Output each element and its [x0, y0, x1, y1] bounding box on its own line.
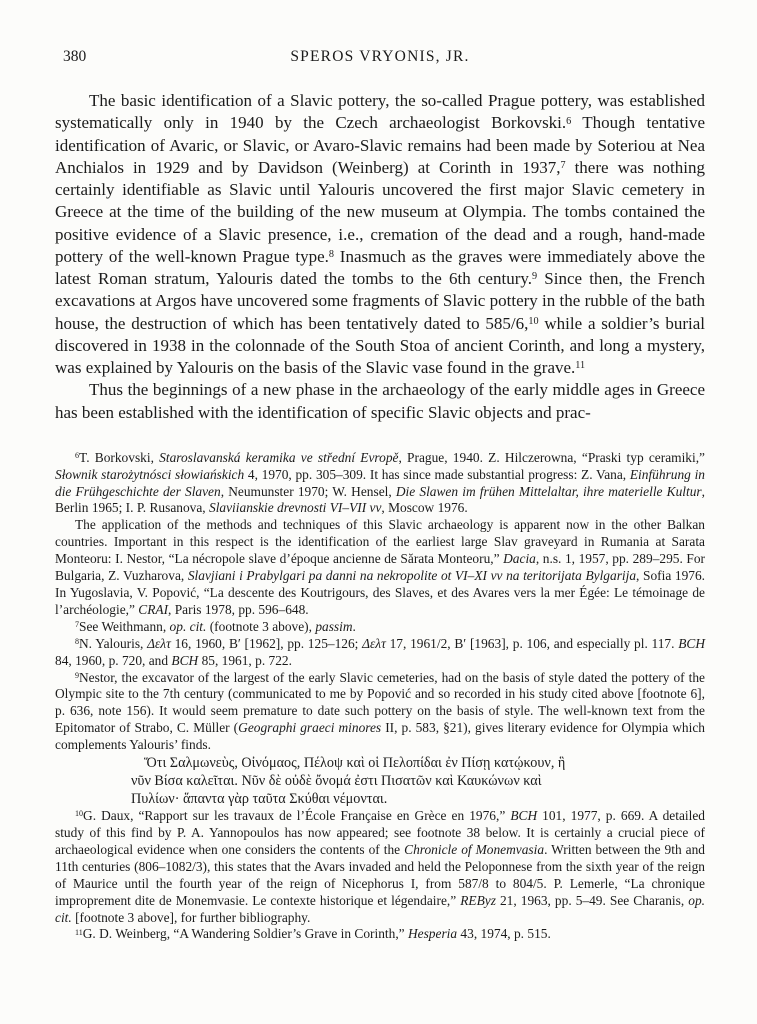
footnote-11: $^{11}$G. D. Weinberg, “A Wandering Soldier’s Grave in Corinth,” Hesperia 43, 1974, p. 515. [75, 926, 551, 942]
footnote-7: $^7$See Weithmann, op. cit. (footnote 3 above), passim. [75, 618, 356, 634]
greek-quote-line-2: νῦν Βίσα καλεῖται. Νῦν δὲ οὐδὲ ὄνομά ἐστι Πισατῶν καὶ Καυκώνων καὶ [131, 773, 542, 790]
running-head: SPEROS VRYONIS, JR. [290, 48, 470, 65]
greek-quote-line-3: Πυλίων· ἅπαντα γὰρ ταῦτα Σκύθαι νέμονται. [131, 791, 388, 808]
body-paragraph-2: Thus the beginnings of a new phase in the archaeology of the early middle ages in Greece has been established with the identification of specific Slavic objects and prac- [55, 380, 705, 422]
body-paragraph-1: The basic identification of a Slavic pottery, the so-called Prague pottery, was established systematically only in 1940 by the Czech archaeologist Borkovski.$^6$ Though tentative identification of Avaric, or Slavic, or Avaro-Slavic remains had been made by Soteriou at Nea Anchialos in 1929 and by Davidson (Weinberg) at Corinth in 1937,$^7$ there was nothing certainly identifiable as Slavic until Yalouris uncovered the first major Slavic cemetery in Greece at the time of the building of the new museum at Olympia. The tombs contained the positive evidence of a Slavic presence, i.e., cremation of the dead and a rough, hand-made pottery of the well-known Prague type.$^8$ Inasmuch as the graves were immediately above the latest Roman stratum, Yalouris dated the tombs to the 6th century.$^9$ Since then, the French excavations at Argos have uncovered some fragments of Slavic pottery in the rubble of the bath house, the destruction of which has been tentatively dated to 585/6,10 while a soldier’s burial discovered in 1938 in the colonnade of the South Stoa of ancient Corinth, and long a mystery, was explained by Yalouris on the basis of the Slavic vase found in the grave.$^{11}$ [55, 91, 706, 377]
greek-quotation [131, 754, 657, 808]
page-number: 380 [63, 48, 87, 65]
footnote-9: $^9$Nestor, the excavator of the largest of the early Slavic cemeteries, had on the basis of style dated the pottery of the Olympic site to the 7th century (communicated to me by Popović and so recorded in his study cited above [footnote 6], p. 636, note 156). It would seem premature to date such pottery on the basis of style. The well-known text from the Epitomator of Strabo, C. Müller (Geographi graeci minores II, p. 583, §21), gives literary evidence for Olympia which complements Yalouris’ finds. [55, 669, 705, 753]
footnote-10: $^{10}$G. Daux, “Rapport sur les travaux de l’École Française en Grèce en 1976,” BCH 101, 1977, p. 669. A detailed study of this find by P. A. Yannopoulos has now appeared; see footnote 38 below. It is certainly a crucial piece of archaeological evidence when one considers the contents of the Chronicle of Monemvasia. Written between the 9th and 11th centuries (806–1082/3), this states that the Avars invaded and held the Peloponnese from the sixth year of the reign of Maurice until the fourth year of the reign of Nicephorus I, from 587/8 to 804/5. P. Lemerle, “La chronique improprement dite de Monemvasie. Le contexte historique et légendaire,” REByz 21, 1963, pp. 5–49. See Charanis, op. cit. [footnote 3 above], for further bibliography. [55, 808, 705, 925]
footnote-6-continuation: The application of the methods and techniques of this Slavic archaeology is apparent now in the other Balkan countries. Important in this respect is the identification of the earliest large Slav graveyard in Rumania at Sarata Monteoru: I. Nestor, “La nécropole slave d’époque ancienne de Sărata Monteoru,” Dacia, n.s. 1, 1957, pp. 289–295. For Bulgaria, Z. Vuzharova, Slavjiani i Prabylgari pa danni na nekropolite ot VI–XI vv na teritorijata Bylgarija, Sofia 1976. In Yugoslavia, V. Popović, “La descente des Koutrigours, des Slaves, et des Avares vers la mer Égée: Le témoinage de l’archéologie,” CRAI, Paris 1978, pp. 596–648. [55, 517, 706, 617]
main-text [55, 90, 705, 424]
footnote-6: $^6$T. Borkovski, Staroslavanská keramika ve střední Evropě, Prague, 1940. Z. Hilczerowna, “Praski typ ceramiki,” Słownik starożytnósci słowiańskich 4, 1970, pp. 305–309. It has since made substantial progress: Z. Vana, Einführung in die Frühgeschichte der Slaven, Neumunster 1970; W. Hensel, Die Slawen im frühen Mittelaltar, ihre materielle Kultur, Berlin 1965; I. P. Rusanova, Slaviianskie drevnosti VI–VII vv, Moscow 1976. [55, 449, 705, 516]
footnotes-section [55, 450, 705, 944]
greek-quote-line-1: Ὅτι Σαλμωνεὺς, Οἰνόμαος, Πέλοψ καὶ οἱ Πελοπίδαι ἐν Πίσῃ κατῴκουν, ἣ [144, 755, 566, 772]
footnote-8: $^8$N. Yalouris, Δελτ 16, 1960, Β′ [1962], pp. 125–126; Δελτ 17, 1961/2, Β′ [1963], p. 106, and especially pl. 117. BCH 84, 1960, p. 720, and BCH 85, 1961, p. 722. [55, 635, 706, 668]
page-header [55, 48, 705, 69]
